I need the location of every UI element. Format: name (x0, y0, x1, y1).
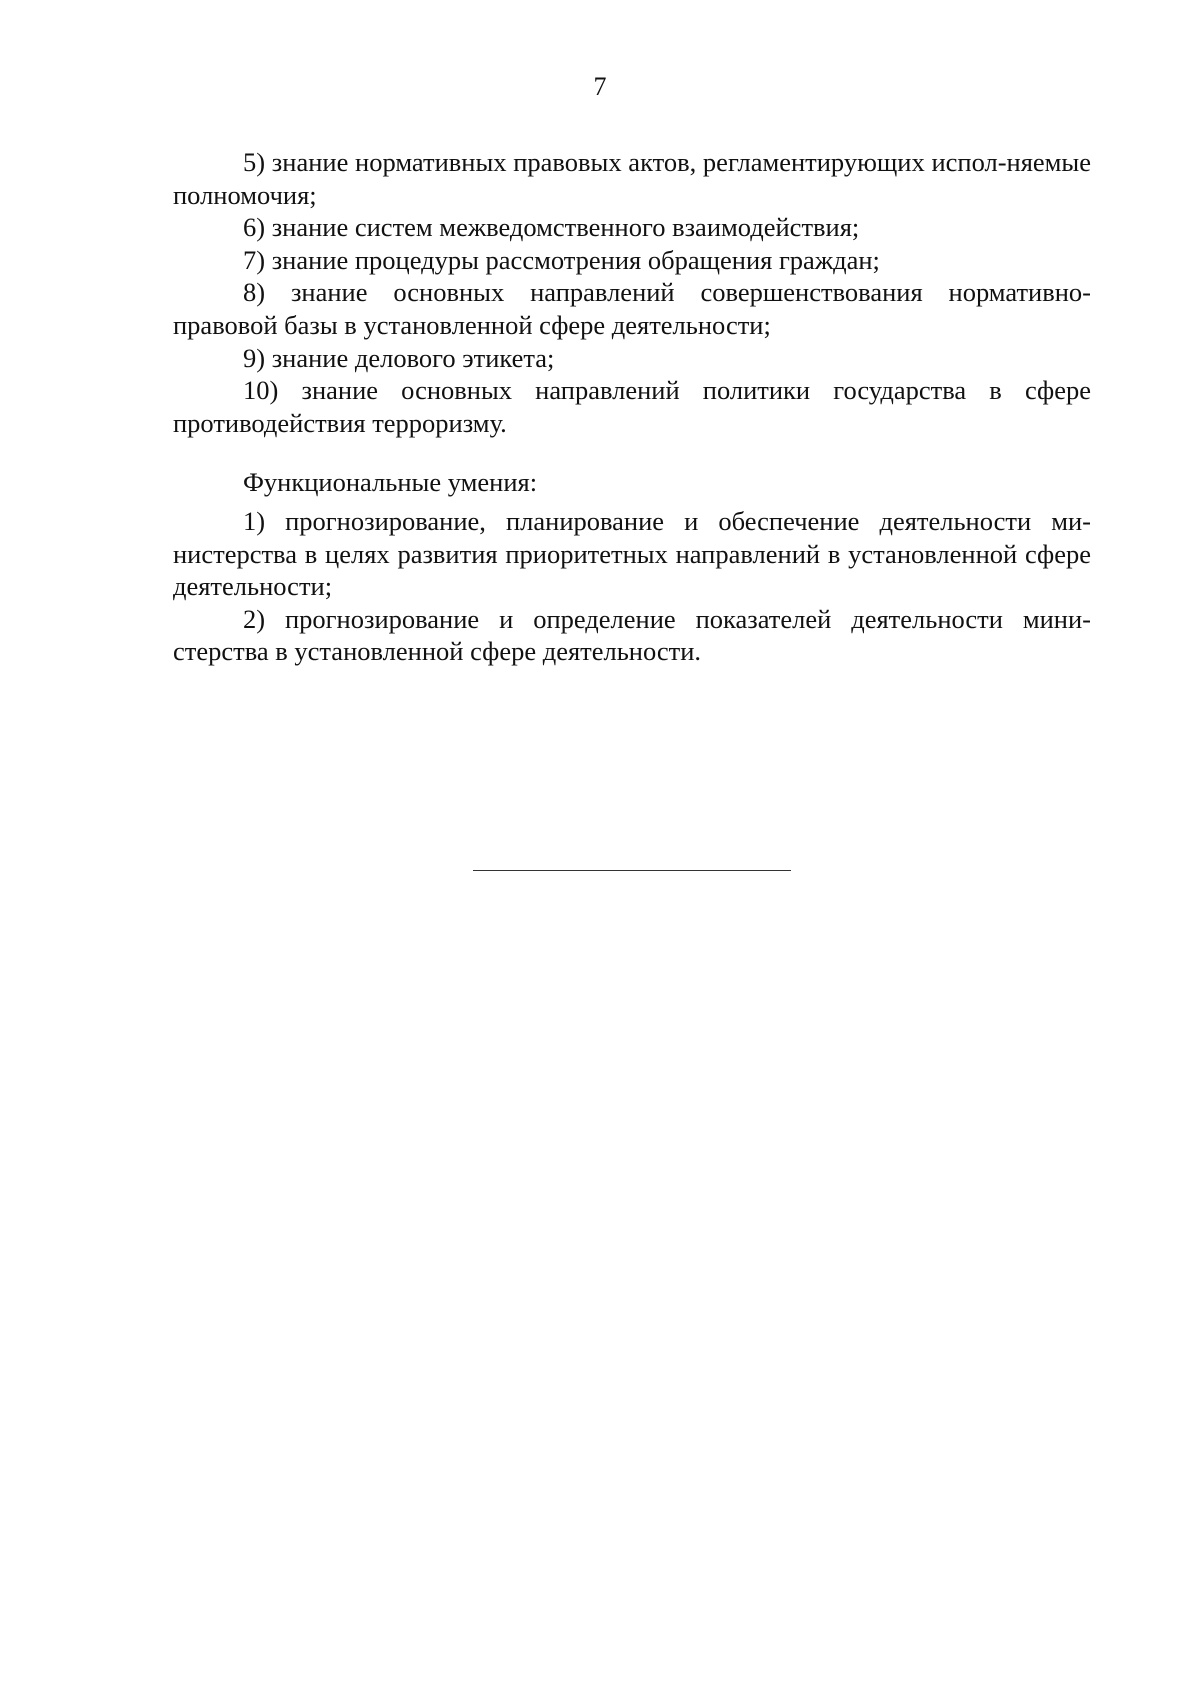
knowledge-item-8: 8) знание основных направлений совершенствования нормативно-правовой базы в установленной сфере деятельности; (173, 277, 1091, 340)
knowledge-item-5: 5) знание нормативных правовых актов, регламентирующих испол-няемые полномочия; (173, 147, 1091, 210)
document-body (173, 146, 1091, 668)
knowledge-item-9: 9) знание делового этикета; (243, 342, 555, 373)
end-of-text-rule (473, 870, 791, 871)
knowledge-item-6: 6) знание систем межведомственного взаимодействия; (243, 212, 860, 243)
knowledge-item-7: 7) знание процедуры рассмотрения обращения граждан; (243, 244, 880, 275)
functional-skill-item-2: 2) прогнозирование и определение показателей деятельности мини-стерства в установленной сфере деятельности. (173, 603, 1091, 667)
knowledge-item-10: 10) знание основных направлений политики государства в сфере противодействия терроризму. (173, 375, 1091, 438)
functional-skill-item-1: 1) прогнозирование, планирование и обеспечение деятельности ми-нистерства в целях развития приоритетных направлений в установленной сфере деятельности; (173, 505, 1091, 602)
functional-skills-heading: Функциональные умения: (243, 467, 538, 498)
page-number: 7 (593, 72, 607, 101)
